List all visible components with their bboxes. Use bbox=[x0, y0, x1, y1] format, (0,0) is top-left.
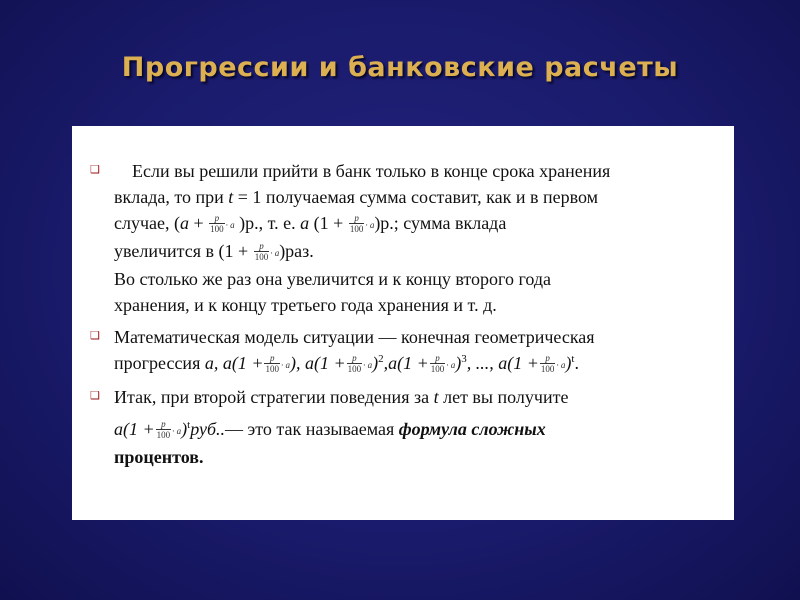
bullet-item-3 bbox=[90, 384, 716, 470]
fraction-p-100: $\frac{p}{100}$ bbox=[349, 213, 364, 235]
p1-line1: Если вы решили прийти в банк только в конце срока хранения bbox=[132, 161, 611, 181]
fraction-p-100: $\frac{p}{100}$ bbox=[254, 241, 269, 263]
bullet-item-1 bbox=[90, 158, 716, 318]
p1-line5: Во столько же раз она увеличится и к концу второго года bbox=[114, 268, 552, 289]
fraction-p-100: $\frac{p}{100}$ bbox=[156, 419, 171, 440]
fraction-p-100: $\frac{p}{100}$ bbox=[347, 353, 362, 375]
p1-line3: случае, (a + $\frac{p}{100}$ · a )р., т. е. a (1 + $\frac{p}{100}$ · a)р.; сумма вклада bbox=[114, 213, 507, 235]
fraction-p-100: $\frac{p}{100}$ bbox=[540, 353, 555, 375]
p1-line6: хранения, и к концу третьего года хранения и т. д. bbox=[114, 294, 497, 315]
p2-line1: Математическая модель ситуации — конечная геометрическая bbox=[114, 326, 595, 347]
p3-line3: процентов. bbox=[114, 446, 204, 467]
p1-line4: увеличится в (1 + $\frac{p}{100}$ · a)раз. bbox=[114, 240, 314, 263]
bullet-item-2 bbox=[90, 324, 716, 378]
slide-title: Прогрессии и банковские расчеты bbox=[121, 52, 679, 83]
formula-term: формула сложных bbox=[398, 418, 546, 439]
p3-line1: Итак, при второй стратегии поведения за t лет вы получите bbox=[114, 386, 569, 407]
fraction-p-100: $\frac{p}{100}$ bbox=[210, 213, 224, 235]
fraction-p-100: $\frac{p}{100}$ bbox=[430, 353, 445, 375]
fraction-p-100: $\frac{p}{100}$ bbox=[265, 353, 279, 375]
content-panel bbox=[72, 126, 734, 520]
p3-line2: a(1 + $\frac{p}{100}$ · a)$^t$руб..— это так называемая формула сложных bbox=[114, 418, 546, 440]
p1-line2: вклада, то при t = 1 получаемая сумма составит, как и в первом bbox=[114, 187, 599, 207]
hollow-square-bullet-icon: ❑ bbox=[90, 329, 100, 342]
hollow-square-bullet-icon: ❑ bbox=[90, 164, 100, 176]
hollow-square-bullet-icon: ❑ bbox=[90, 389, 100, 402]
p2-line2: прогрессия a, a(1 + $\frac{p}{100}$ · a), a(1 + $\frac{p}{100}$ · a)$^2$,a(1 + $\frac{p}{100}$ · a)$^3$, ..., a(1 + $\frac{p}{100}$ · a)$^t$. bbox=[114, 352, 579, 375]
